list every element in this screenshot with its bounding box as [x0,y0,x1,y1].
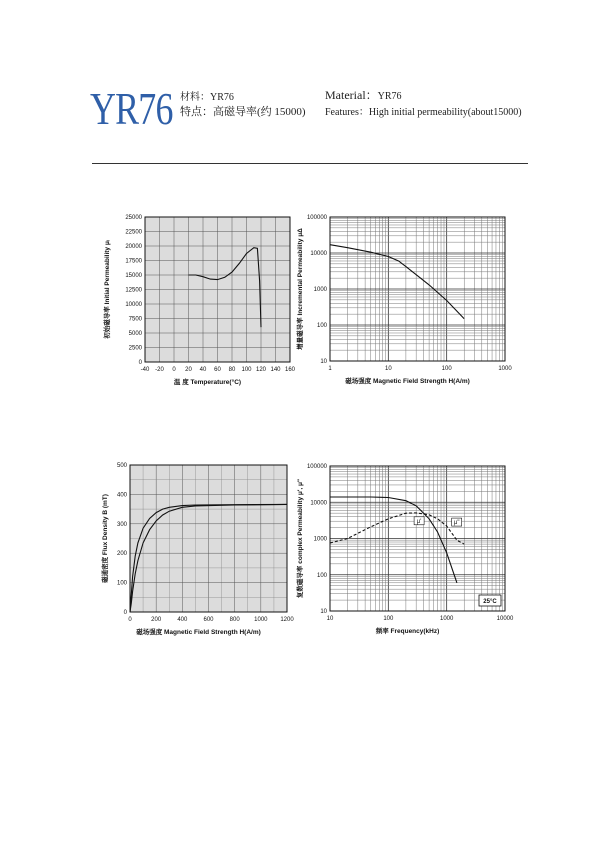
x-tick-label: 10 [384,366,392,372]
y-tick-label: 7500 [128,316,142,323]
y-tick-label: 10 [320,359,327,365]
chart-complex-permeability-vs-frequency [292,455,517,650]
x-tick-label: 100 [241,367,252,373]
y-tick-label: 20000 [125,244,142,250]
en-feature-label: Features： [325,107,369,118]
y-tick-label: 100 [316,323,327,329]
x-axis-label: 频率 Frequency(kHz) [375,628,440,635]
y-tick-label: 10000 [310,251,327,257]
y-tick-label: 2500 [128,345,142,352]
y-axis-label: 初始磁导率 Initial Permeability μᵢ [104,240,111,339]
x-tick-label: 200 [151,617,162,623]
en-feature-value: High initial permeability(about15000) [368,107,522,118]
x-tick-label: -20 [155,367,164,373]
x-tick-label: 10 [326,616,334,622]
x-axis-label: 温 度 Temperature(°C) [173,379,242,386]
x-tick-label: 1000 [439,616,454,622]
logo: YR76 [90,83,173,134]
x-tick-label: 60 [214,367,221,373]
y-tick-label: 400 [116,492,127,499]
x-tick-label: 20 [185,367,192,373]
y-tick-label: 1000 [313,536,327,543]
en-feature-line [325,103,522,118]
x-axis-label: 磁场强度 Magnetic Field Strength H(A/m) [136,629,261,636]
y-axis-label: 磁通密度 Flux Density B (mT) [102,494,109,583]
en-material-value: YR76 [377,91,402,102]
y-tick-label: 15000 [125,273,142,279]
x-axis-label: 磁场强度 Magnetic Field Strength H(A/m) [345,378,470,385]
y-tick-label: 0 [138,360,142,366]
y-tick-label: 300 [116,521,127,528]
series-label: μ" [453,520,460,527]
y-tick-label: 1000 [313,287,327,293]
cn-feature-line [180,103,306,119]
cn-feature-value: 高磁导率(约 15000) [213,106,306,118]
x-tick-label: 1200 [280,617,294,623]
x-tick-label: 400 [177,617,188,623]
x-tick-label: 160 [284,367,296,373]
y-tick-label: 100 [116,580,127,587]
chart-initial-permeability-vs-temperature [95,205,305,400]
y-tick-label: 10 [320,609,327,615]
cn-material-value: YR76 [210,92,234,103]
x-tick-label: 10000 [496,616,514,622]
x-tick-label: 80 [228,367,236,373]
temperature-annotation: 25°C [483,599,497,605]
y-tick-label: 200 [116,551,127,558]
y-tick-label: 10000 [310,500,327,507]
y-tick-label: 100000 [306,464,327,470]
y-tick-label: 100 [316,572,327,579]
y-tick-label: 500 [116,463,127,469]
chart-flux-density-vs-field [95,455,305,650]
x-tick-label: 100 [441,366,452,372]
y-tick-label: 17500 [125,258,142,265]
x-tick-label: 140 [270,367,281,373]
x-tick-label: 0 [172,367,176,373]
header-divider [92,163,528,164]
y-axis-label: 复数磁导率 complex Permeability μ', μ" [297,478,304,599]
en-material-label: Material： [325,88,378,102]
y-axis-label: 增量磁导率 Incremental Permeability μΔ [297,228,304,350]
x-tick-label: 40 [199,367,207,373]
cn-material-line [180,88,234,103]
series-label: μ' [416,518,422,525]
y-tick-label: 5000 [128,331,142,337]
en-material-line [325,86,402,103]
cn-feature-label: 特点： [180,106,213,118]
x-tick-label: 600 [203,617,214,623]
x-tick-label: 0 [128,617,132,623]
y-tick-label: 12500 [125,287,142,294]
y-tick-label: 22500 [125,229,142,236]
x-tick-label: 1000 [498,366,512,372]
x-tick-label: 1 [328,366,332,372]
x-tick-label: 1000 [254,617,268,623]
y-tick-label: 0 [123,610,127,616]
x-tick-label: 120 [255,367,267,373]
y-tick-label: 25000 [125,215,142,221]
cn-material-label: 材料： [180,92,210,103]
y-tick-label: 10000 [125,302,142,308]
x-tick-label: 800 [229,617,240,623]
x-tick-label: 100 [383,616,394,622]
y-tick-label: 100000 [306,215,327,221]
x-tick-label: -40 [140,367,150,373]
chart-incremental-permeability-vs-field [292,205,517,400]
